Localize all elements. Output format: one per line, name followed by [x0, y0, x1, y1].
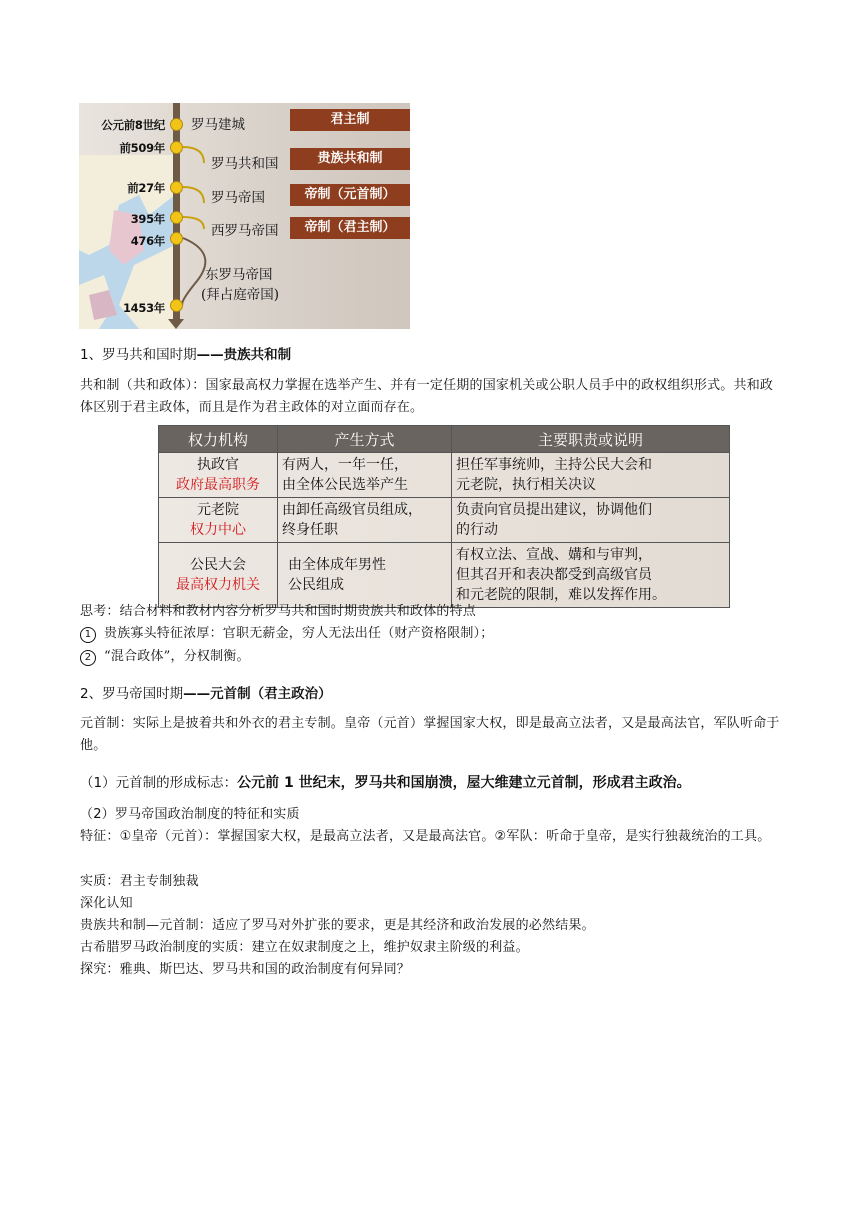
- timeline-date: 395年: [130, 212, 165, 226]
- thinking-question: 思考：结合材料和教材内容分析罗马共和国时期贵族共和政体的特点: [80, 604, 477, 619]
- item2-label: （2）罗马帝国政治制度的特征和实质: [80, 807, 300, 822]
- section2-heading-prefix: 2、罗马帝国时期: [80, 686, 184, 702]
- institution-cell: [159, 498, 278, 543]
- institution-note: 最高权力机关: [176, 577, 260, 593]
- section1-heading: [80, 343, 291, 363]
- table-header: 权力机构: [159, 426, 278, 453]
- thinking-point-text: “混合政体”，分权制衡。: [104, 649, 250, 664]
- method-line: 由全体成年男性: [288, 557, 386, 573]
- timeline-dot: [170, 141, 183, 154]
- timeline-date: 前509年: [119, 141, 165, 155]
- timeline-dot: [170, 299, 183, 312]
- method-line: 终身任职: [282, 522, 338, 538]
- method-line: 由卸任高级官员组成，: [282, 502, 422, 518]
- empire-features: 特征：①皇帝（元首）：掌握国家大权，是最高立法者，又是最高法官。②军队：听命于皇帝，是实行独裁统治的工具。: [80, 829, 771, 844]
- system-label: 君主制: [290, 109, 410, 131]
- timeline-dot: [170, 211, 183, 224]
- number-circle-icon: 1: [80, 627, 96, 643]
- deepen-point: 古希腊罗马政治制度的实质：建立在奴隶制度之上，维护奴隶主阶级的利益。: [80, 940, 529, 955]
- table-header: 主要职责或说明: [452, 426, 730, 453]
- timeline-period: 西罗马帝国: [211, 223, 279, 239]
- item1-text: 公元前 1 世纪末，罗马共和国崩溃，屋大维建立元首制，形成君主政治。: [237, 775, 691, 791]
- table-row: [159, 543, 730, 608]
- table-row: [159, 498, 730, 543]
- timeline-date: 1453年: [122, 301, 165, 315]
- institution-name: 元老院: [197, 502, 239, 518]
- timeline-period: (拜占庭帝国): [201, 287, 280, 303]
- method-line: 有两人，一年一任，: [282, 457, 408, 473]
- deepen-point: 贵族共和制—元首制：适应了罗马对外扩张的要求，更是其经济和政治发展的必然结果。: [80, 918, 595, 933]
- item1-label: （1）元首制的形成标志：: [80, 775, 238, 791]
- duty-line: 元老院，执行相关决议: [456, 477, 596, 493]
- republic-definition: 共和制（共和政体）：国家最高权力掌握在选举产生、并有一定任期的国家机关或公职人员手中的政权组织形式。共和政体区别于君主政体，而且是作为君主政体的对立面而存在。: [80, 378, 774, 415]
- duty-line: 担任军事统帅，主持公民大会和: [456, 457, 652, 473]
- duty-line: 但其召开和表决都受到高级官员: [456, 567, 652, 583]
- section1-heading-prefix: 1、罗马共和国时期: [80, 347, 197, 363]
- timeline-period: 罗马建城: [191, 117, 245, 133]
- timeline-dot: [170, 118, 183, 131]
- duty-cell: [452, 543, 730, 608]
- method-cell: [278, 498, 452, 543]
- thinking-point-text: 贵族寡头特征浓厚：官职无薪金，穷人无法出任（财产资格限制）；: [104, 626, 494, 641]
- principate-sign: [80, 771, 691, 792]
- timeline-date: 前27年: [127, 181, 165, 195]
- institution-name: 执政官: [197, 457, 239, 473]
- method-cell: [278, 453, 452, 498]
- institution-cell: [159, 453, 278, 498]
- timeline-dot: [170, 181, 183, 194]
- section1-heading-bold: ——贵族共和制: [196, 347, 292, 363]
- empire-essence: 实质：君主专制独裁: [80, 874, 199, 889]
- timeline-date: 476年: [130, 234, 165, 248]
- system-label: 帝制（君主制）: [290, 217, 410, 239]
- roman-timeline-figure: [79, 103, 410, 329]
- system-label: 贵族共和制: [290, 148, 410, 170]
- system-label: 帝制（元首制）: [290, 184, 410, 206]
- explore-question: 探究：雅典、斯巴达、罗马共和国的政治制度有何异同？: [80, 962, 411, 977]
- method-line: 公民组成: [288, 577, 344, 593]
- duty-line: 负责向官员提出建议，协调他们: [456, 502, 652, 518]
- institution-note: 政府最高职务: [176, 477, 260, 493]
- duty-line: 的行动: [456, 522, 498, 538]
- method-line: 由全体公民选举产生: [282, 477, 408, 493]
- table-header: 产生方式: [278, 426, 452, 453]
- institution-note: 权力中心: [190, 522, 246, 538]
- timeline-dot: [170, 232, 183, 245]
- duty-cell: [452, 453, 730, 498]
- timeline-period: 罗马共和国: [211, 156, 279, 172]
- institution-cell: [159, 543, 278, 608]
- method-cell: [278, 543, 452, 608]
- institution-name: 公民大会: [190, 557, 246, 573]
- power-institutions-table: [158, 425, 730, 608]
- thinking-point: [80, 646, 250, 668]
- timeline-period: 罗马帝国: [211, 190, 265, 206]
- table-header-row: [159, 426, 730, 453]
- table-row: [159, 453, 730, 498]
- section2-heading: [80, 682, 332, 702]
- duty-line: 和元老院的限制，难以发挥作用。: [456, 587, 666, 603]
- number-circle-icon: 2: [80, 650, 96, 666]
- duty-cell: [452, 498, 730, 543]
- duty-line: 有权立法、宣战、媾和与审判，: [456, 547, 652, 563]
- timeline-date: 公元前8世纪: [101, 118, 165, 132]
- timeline-period: 东罗马帝国: [205, 267, 273, 283]
- principate-definition: 元首制：实际上是披着共和外衣的君主专制。皇帝（元首）掌握国家大权，即是最高立法者，又是最高法官，军队听命于他。: [80, 716, 780, 753]
- thinking-point: [80, 623, 494, 645]
- deepen-heading: 深化认知: [80, 896, 133, 911]
- section2-heading-bold: ——元首制（君主政治）: [183, 686, 332, 702]
